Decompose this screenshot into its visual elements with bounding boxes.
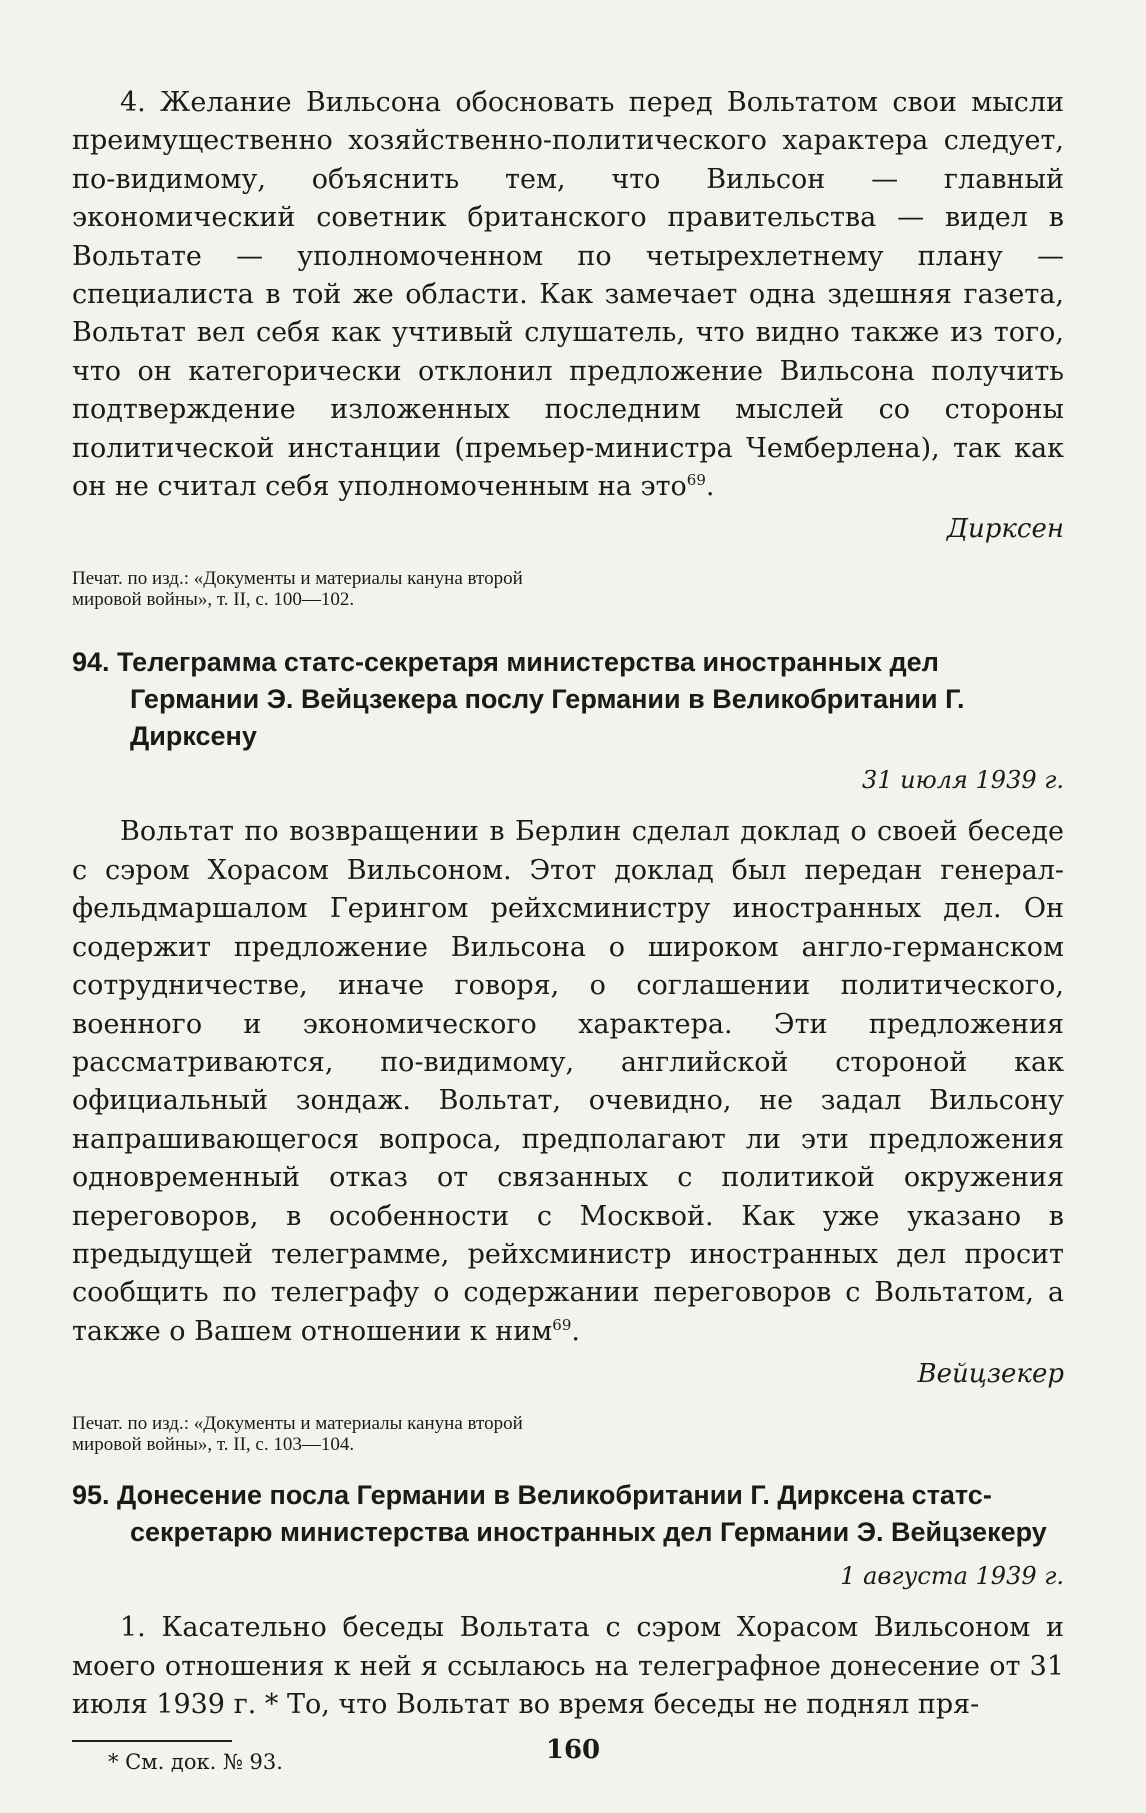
doc94-heading: 94. Телеграмма статс-секретаря министерства иностранных дел Германии Э. Вейцзекера послу Германии в Великобритании Г. Дирксену	[72, 647, 965, 752]
doc94-text: Вольтат по возвращении в Берлин сделал доклад о своей беседе с сэром Хорасом Вильсоном. Этот доклад был передан генерал-фельдмаршалом Герингом рейхсминистру иностранных дел. Он содержит предложение Вильсона о широком англо-германском сотрудничестве, иначе говоря, о соглашении политического, военного и экономического характера. Эти предложения рассматриваются, по-видимому, английской стороной как официальный зондаж. Вольтат, очевидно, не задал Вильсону напрашивающегося вопроса, предполагают ли эти предложения одновременный отказ от связанных с политикой окружения переговоров, в особенности с Москвой. Как уже указано в предыдущей телеграмме, рейхсминистр иностранных дел просит сообщить по телеграфу о содержании переговоров с Вольтатом, а также о Вашем отношении к ним	[72, 816, 1064, 1347]
intro-source-note: Печат. по изд.: «Документы и материалы кануна второй мировой войны», т. II, с. 100—102.	[72, 568, 523, 611]
doc94-paragraph: Вольтат по возвращении в Берлин сделал доклад о своей беседе с сэром Хорасом Вильсоном. Этот доклад был передан генерал-фельдмаршалом Герингом рейхсминистру иностранных дел. Он содержит предложение Вильсона о широком англо-германском сотрудничестве, иначе говоря, о соглашении политического, военного и экономического характера. Эти предложения рассматриваются, по-видимому, английской стороной как официальный зондаж. Вольтат, очевидно, не задал Вильсону напрашивающегося вопроса, предполагают ли эти предложения одновременный отказ от связанных с политикой окружения переговоров, в особенности с Москвой. Как уже указано в предыдущей телеграмме, рейхсминистр иностранных дел просит сообщить по телеграфу о содержании переговоров с Вольтатом, а также о Вашем отношении к ним$^{69}$.	[72, 816, 1064, 1347]
intro-text: 4. Желание Вильсона обосновать перед Вольтатом свои мысли преимущественно хозяйственно-политического характера следует, по-видимому, объяснить тем, что Вильсон — главный экономический советник британского правительства — видел в Вольтате — уполномоченном по четырехлетнему плану — специалиста в той же области. Как замечает одна здешняя газета, Вольтат вел себя как учтивый слушатель, что видно также из того, что он категорически отклонил предложение Вильсона получить подтверждение изложенных последним мыслей со стороны политической инстанции (премьер-министра Чемберлена), так как он не считал себя уполномоченным на это	[72, 87, 1064, 503]
document-page	[72, 84, 1064, 1776]
intro-paragraph: 4. Желание Вильсона обосновать перед Вольтатом свои мысли преимущественно хозяйственно-политического характера следует, по-видимому, объяснить тем, что Вильсон — главный экономический советник британского правительства — видел в Вольтате — уполномоченном по четырехлетнему плану — специалиста в той же области. Как замечает одна здешняя газета, Вольтат вел себя как учтивый слушатель, что видно также из того, что он категорически отклонил предложение Вильсона получить подтверждение изложенных последним мыслей со стороны политической инстанции (премьер-министра Чемберлена), так как он не считал себя уполномоченным на это$^{69}$.	[72, 87, 1064, 503]
doc94-signature: Вейцзекер	[917, 1359, 1064, 1390]
page-number: 160	[545, 1735, 601, 1765]
footnote: * См. док. № 93.	[108, 1750, 283, 1775]
doc94-date: 31 июля 1939 г.	[861, 766, 1064, 795]
doc94-note-ref: 69	[552, 1315, 572, 1334]
doc95-paragraph: 1. Касательно беседы Вольтата с сэром Хорасом Вильсоном и моего отношения к ней я ссылаюсь на телеграфное донесение от 31 июля 1939 г. * То, что Вольтат во время беседы не поднял пря-	[72, 1612, 1064, 1720]
doc94-source-note: Печат. по изд.: «Документы и материалы кануна второй мировой войны», т. II, с. 103—104.	[72, 1413, 523, 1456]
doc95-date: 1 августа 1939 г.	[840, 1562, 1064, 1591]
doc95-heading: 95. Донесение посла Германии в Великобритании Г. Дирксена статс-секретарю министерства иностранных дел Германии Э. Вейцзекеру	[72, 1480, 1047, 1548]
intro-note-ref: 69	[686, 471, 706, 490]
intro-signature: Дирксен	[946, 514, 1064, 545]
